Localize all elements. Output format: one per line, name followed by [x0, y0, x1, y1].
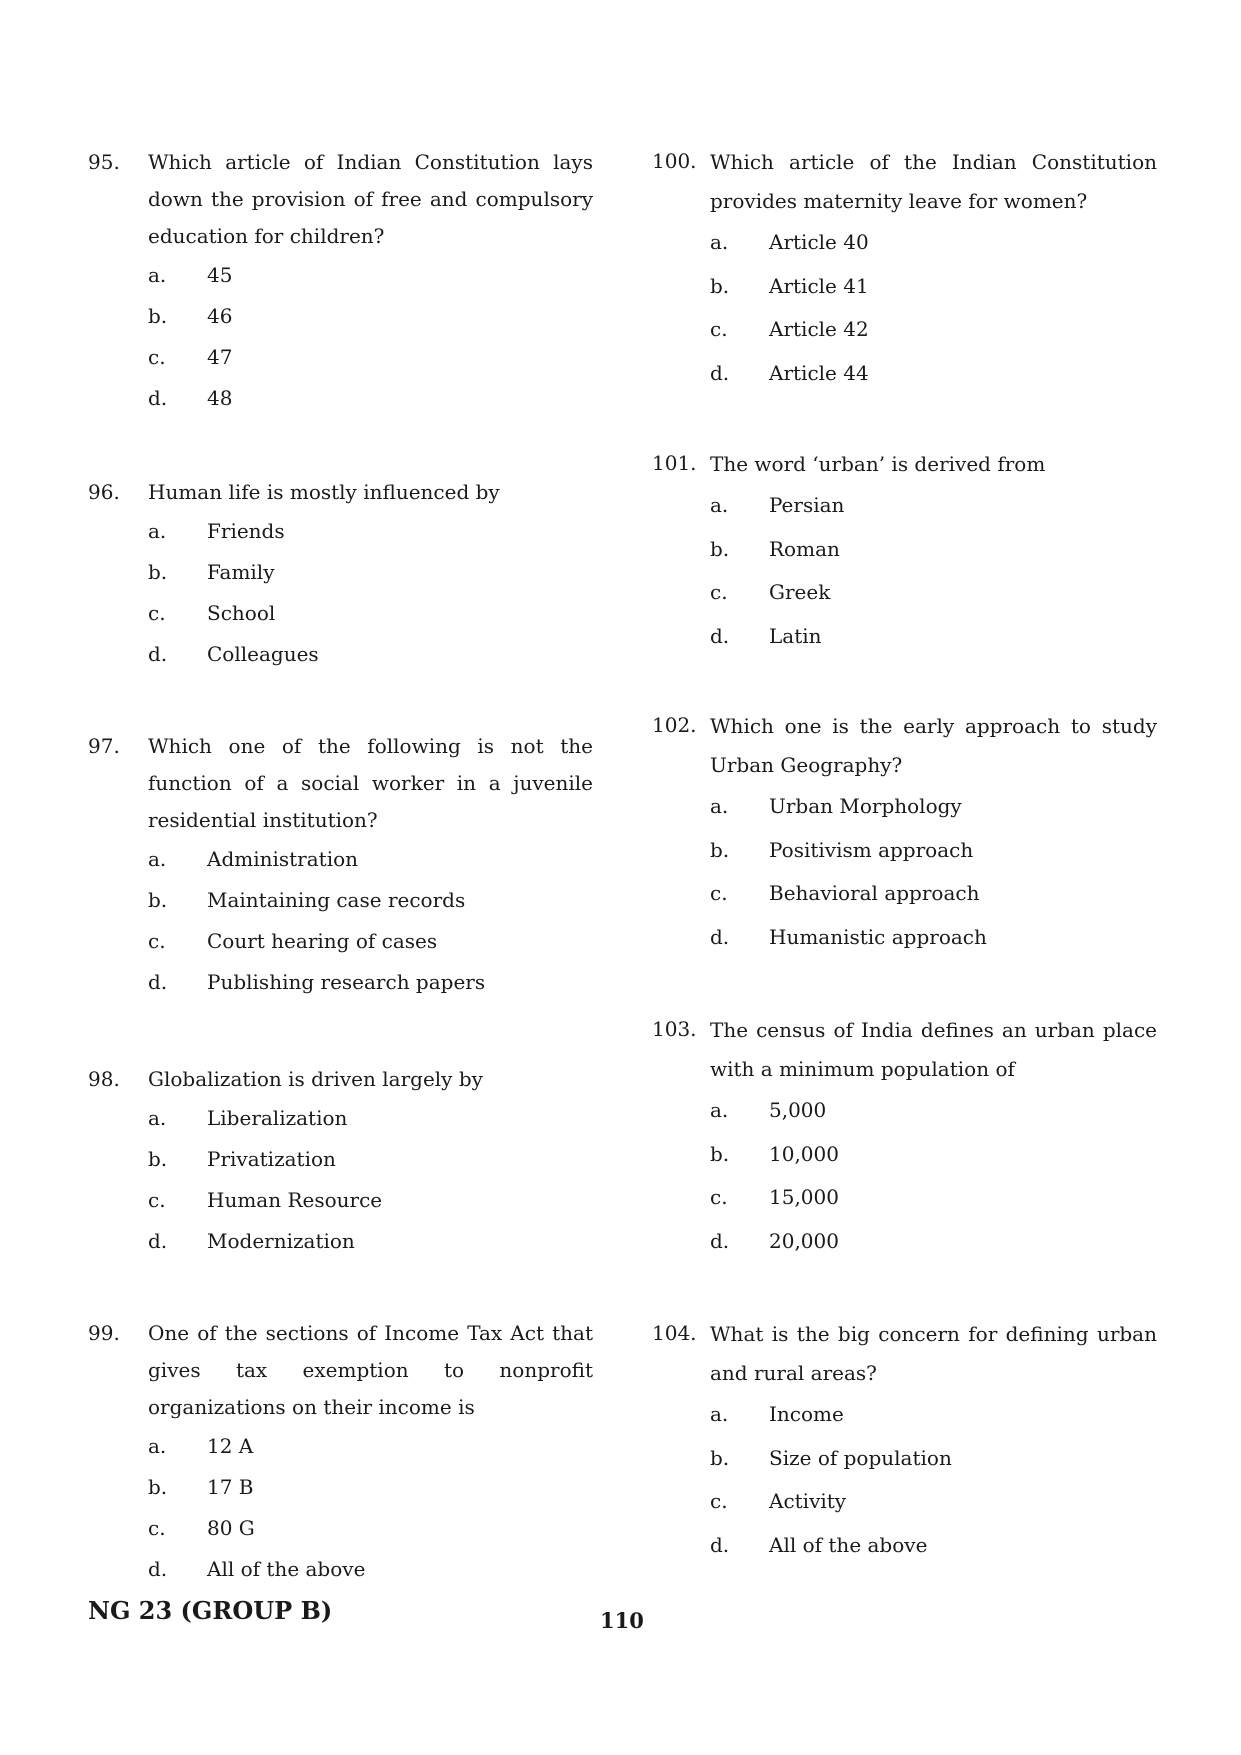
option-letter: a.: [710, 1098, 729, 1122]
option-text: Humanistic approach: [769, 924, 987, 949]
option-text: Human Resource: [207, 1188, 383, 1212]
option-b[interactable]: [710, 1133, 1157, 1177]
option-letter: d.: [148, 1229, 168, 1253]
question-text: One of the sections of Income Tax Act that gives tax exemption to nonprofit organizations on their income is: [148, 1321, 593, 1419]
option-text: Friends: [207, 519, 285, 543]
option-d[interactable]: [710, 352, 1157, 396]
option-letter: d.: [148, 386, 168, 410]
option-text: 15,000: [769, 1185, 839, 1209]
option-letter: c.: [148, 929, 166, 953]
option-letter: c.: [148, 345, 166, 369]
option-b[interactable]: [148, 1467, 593, 1508]
option-a[interactable]: [710, 785, 1157, 829]
option-d[interactable]: [710, 1524, 1157, 1568]
question-104: [652, 1315, 1157, 1567]
option-text: Article 40: [769, 230, 869, 254]
option-letter: c.: [710, 580, 728, 604]
option-b[interactable]: [710, 528, 1157, 572]
question-text: Which article of Indian Constitution lays down the provision of free and compulsory education for children?: [148, 150, 593, 248]
question-103: [652, 1011, 1157, 1263]
option-text: Publishing research papers: [207, 970, 486, 994]
option-letter: d.: [710, 1532, 730, 1557]
option-text: Roman: [769, 536, 840, 561]
question-text: Globalization is driven largely by: [148, 1067, 483, 1091]
option-text: Income: [769, 1402, 844, 1426]
option-text: 5,000: [769, 1098, 827, 1122]
option-letter: a.: [710, 1402, 729, 1426]
option-list: [148, 1426, 593, 1590]
option-text: Urban Morphology: [769, 794, 962, 818]
paper-code: NG 23 (GROUP B): [88, 1596, 333, 1625]
option-text: 80 G: [207, 1516, 255, 1540]
question-number: 98.: [88, 1067, 120, 1091]
option-c[interactable]: [710, 571, 1157, 615]
option-d[interactable]: [148, 1549, 593, 1590]
option-c[interactable]: [710, 1176, 1157, 1220]
question-98: [88, 1061, 593, 1262]
option-letter: a.: [710, 230, 729, 254]
option-c[interactable]: [710, 1480, 1157, 1524]
option-c[interactable]: [710, 308, 1157, 352]
option-text: Privatization: [207, 1147, 336, 1171]
option-text: Court hearing of cases: [207, 929, 438, 953]
option-text: 17 B: [207, 1475, 254, 1499]
option-letter: b.: [710, 1445, 730, 1470]
option-c[interactable]: [148, 1180, 593, 1221]
option-letter: b.: [148, 888, 168, 912]
option-a[interactable]: [148, 255, 593, 296]
option-letter: a.: [148, 519, 167, 543]
option-text: School: [207, 601, 276, 625]
option-c[interactable]: [148, 593, 593, 634]
question-number: 103.: [652, 1017, 697, 1041]
option-list: [148, 255, 593, 419]
option-text: Size of population: [769, 1445, 952, 1470]
option-b[interactable]: [148, 296, 593, 337]
option-letter: d.: [148, 1557, 168, 1581]
option-text: 10,000: [769, 1141, 839, 1166]
option-text: Modernization: [207, 1229, 355, 1253]
option-d[interactable]: [148, 634, 593, 675]
question-text: The word ‘urban’ is derived from: [710, 452, 1046, 476]
question-number: 97.: [88, 734, 120, 758]
question-text: What is the big concern for defining urban and rural areas?: [710, 1322, 1157, 1385]
question-text: Which article of the Indian Constitution provides maternity leave for women?: [710, 150, 1157, 213]
option-text: 47: [207, 345, 233, 369]
option-d[interactable]: [148, 962, 593, 1003]
option-text: All of the above: [207, 1557, 366, 1581]
option-letter: c.: [710, 1185, 728, 1209]
option-text: Latin: [769, 623, 822, 648]
question-95: [88, 144, 593, 419]
option-list: [148, 511, 593, 675]
option-letter: b.: [148, 304, 168, 328]
option-a[interactable]: [710, 1089, 1157, 1133]
option-text: Administration: [207, 847, 359, 871]
option-a[interactable]: [148, 839, 593, 880]
option-text: Greek: [769, 580, 831, 604]
option-list: [710, 1393, 1157, 1567]
option-letter: c.: [148, 601, 166, 625]
option-list: [710, 484, 1157, 658]
option-d[interactable]: [710, 916, 1157, 960]
option-letter: c.: [148, 1516, 166, 1540]
question-number: 99.: [88, 1321, 120, 1345]
option-letter: a.: [148, 263, 167, 287]
option-letter: a.: [710, 493, 729, 517]
option-list: [148, 1098, 593, 1262]
question-number: 102.: [652, 713, 697, 737]
option-a[interactable]: [710, 1393, 1157, 1437]
option-a[interactable]: [148, 511, 593, 552]
option-b[interactable]: [148, 880, 593, 921]
option-d[interactable]: [710, 1220, 1157, 1264]
question-99: [88, 1315, 593, 1590]
question-100: [652, 143, 1157, 395]
option-letter: b.: [148, 1147, 168, 1171]
option-b[interactable]: [710, 1437, 1157, 1481]
option-b[interactable]: [710, 829, 1157, 873]
option-b[interactable]: [148, 1139, 593, 1180]
option-text: Behavioral approach: [769, 881, 980, 905]
option-text: Positivism approach: [769, 837, 974, 862]
question-number: 100.: [652, 149, 697, 173]
option-letter: d.: [148, 970, 168, 994]
question-number: 104.: [652, 1321, 697, 1345]
option-letter: d.: [710, 360, 730, 385]
option-letter: d.: [710, 1228, 730, 1253]
option-d[interactable]: [148, 378, 593, 419]
option-letter: a.: [710, 794, 729, 818]
option-letter: a.: [148, 1434, 167, 1458]
option-b[interactable]: [148, 552, 593, 593]
option-text: Article 42: [769, 317, 869, 341]
option-letter: b.: [710, 536, 730, 561]
option-list: [148, 839, 593, 1003]
question-number: 95.: [88, 150, 120, 174]
option-letter: d.: [148, 642, 168, 666]
option-a[interactable]: [710, 484, 1157, 528]
option-text: Persian: [769, 493, 845, 517]
option-list: [710, 1089, 1157, 1263]
question-number: 96.: [88, 480, 120, 504]
option-a[interactable]: [148, 1098, 593, 1139]
option-letter: b.: [710, 1141, 730, 1166]
option-c[interactable]: [710, 872, 1157, 916]
option-c[interactable]: [148, 1508, 593, 1549]
option-letter: b.: [710, 837, 730, 862]
question-101: [652, 445, 1157, 658]
option-text: 48: [207, 386, 233, 410]
option-a[interactable]: [710, 221, 1157, 265]
option-letter: a.: [148, 1106, 167, 1130]
option-letter: c.: [148, 1188, 166, 1212]
question-number: 101.: [652, 451, 697, 475]
question-text: Which one is the early approach to study Urban Geography?: [710, 714, 1157, 777]
option-letter: d.: [710, 924, 730, 949]
option-d[interactable]: [148, 1221, 593, 1262]
option-text: Liberalization: [207, 1106, 348, 1130]
option-text: Maintaining case records: [207, 888, 466, 912]
page-number: 110: [600, 1608, 644, 1633]
option-text: 20,000: [769, 1228, 839, 1253]
option-b[interactable]: [710, 265, 1157, 309]
option-letter: b.: [710, 273, 730, 298]
option-text: Family: [207, 560, 275, 584]
option-letter: b.: [148, 1475, 168, 1499]
option-d[interactable]: [710, 615, 1157, 659]
option-letter: a.: [148, 847, 167, 871]
option-text: Article 41: [769, 273, 869, 298]
question-text: Human life is mostly influenced by: [148, 480, 500, 504]
option-letter: c.: [710, 881, 728, 905]
option-letter: d.: [710, 623, 730, 648]
option-a[interactable]: [148, 1426, 593, 1467]
option-text: 45: [207, 263, 233, 287]
option-letter: c.: [710, 1489, 728, 1513]
option-letter: c.: [710, 317, 728, 341]
option-text: 46: [207, 304, 233, 328]
option-list: [710, 221, 1157, 395]
question-96: [88, 474, 593, 675]
question-text: The census of India defines an urban place with a minimum population of: [710, 1018, 1157, 1081]
question-102: [652, 707, 1157, 959]
question-text: Which one of the following is not the function of a social worker in a juvenile residential institution?: [148, 734, 593, 832]
option-list: [710, 785, 1157, 959]
option-text: All of the above: [769, 1532, 928, 1557]
option-c[interactable]: [148, 337, 593, 378]
option-text: Article 44: [769, 360, 869, 385]
option-letter: b.: [148, 560, 168, 584]
option-text: Colleagues: [207, 642, 319, 666]
option-text: Activity: [769, 1489, 847, 1513]
question-97: [88, 728, 593, 1003]
option-text: 12 A: [207, 1434, 254, 1458]
option-c[interactable]: [148, 921, 593, 962]
